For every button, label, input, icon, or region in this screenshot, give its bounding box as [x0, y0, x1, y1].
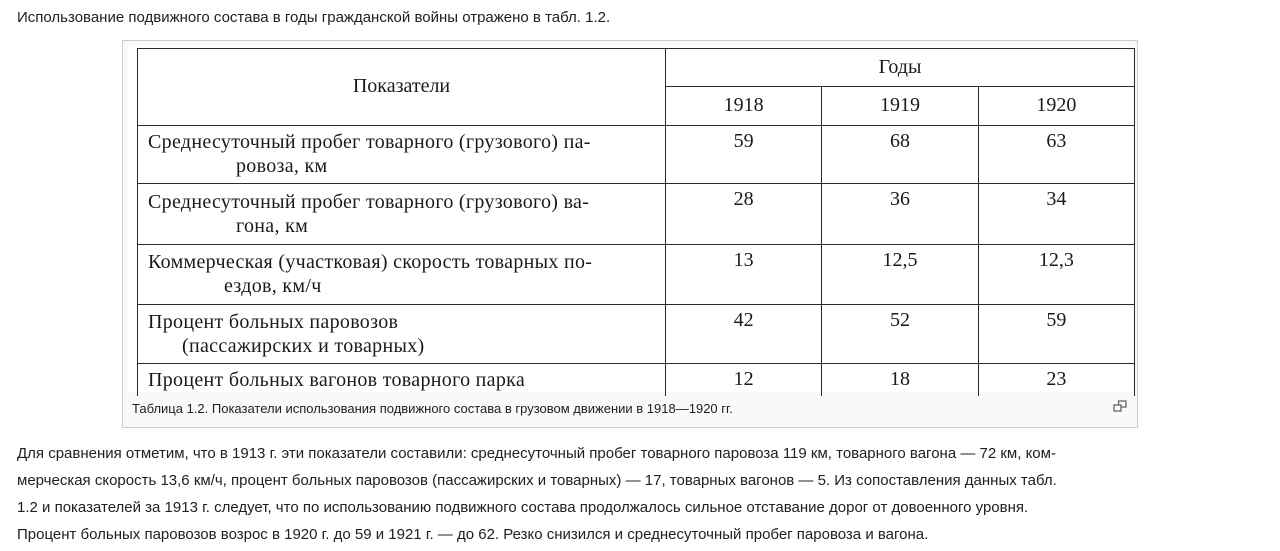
value-1918: 13	[666, 244, 822, 305]
row-label-line: Процент больных паровозов	[148, 310, 399, 333]
row-label-line: Процент больных вагонов товарного парка	[148, 368, 526, 391]
value-1919: 18	[822, 363, 978, 396]
row-label	[138, 184, 666, 245]
value-1918: 12	[666, 363, 822, 396]
paragraph-line: Для сравнения отметим, что в 1913 г. эти показатели составили: среднесуточный пробег товарного паровоза 119 км, товарного вагона — 72 км, ком-	[17, 445, 1056, 462]
header-year-1919: 1919	[822, 87, 978, 125]
paragraph-line: мерческая скорость 13,6 км/ч, процент больных паровозов (пассажирских и товарных) — 17, товарных вагонов — 5. Из сопоставления данных табл.	[17, 472, 1057, 489]
table-image[interactable]	[128, 46, 1132, 392]
value-1919: 12,5	[822, 244, 978, 305]
paragraph-line: Процент больных паровозов возрос в 1920 г. до 59 и 1921 г. — до 62. Резко снизился и среднесуточный пробег паровоза и вагона.	[17, 526, 929, 543]
header-year-1918: 1918	[666, 87, 822, 125]
value-1920: 23	[978, 363, 1134, 396]
value-1918: 42	[666, 305, 822, 364]
row-label-line: Среднесуточный пробег товарного (грузового) ва-	[148, 190, 590, 213]
table-row	[138, 305, 1135, 364]
table-row	[138, 184, 1135, 245]
header-indicators: Показатели	[138, 49, 666, 126]
row-label-line: Коммерческая (участковая) скорость товарных по-	[148, 251, 593, 274]
value-1919: 52	[822, 305, 978, 364]
value-1920: 63	[978, 125, 1134, 184]
row-label	[138, 305, 666, 364]
value-1920: 34	[978, 184, 1134, 245]
value-1918: 59	[666, 125, 822, 184]
paragraph-line: 1.2 и показателей за 1913 г. следует, что по использованию подвижного состава продолжалось сильное отставание дорог от довоенного уровня.	[17, 499, 1029, 516]
row-label-line: ездов, км/ч	[224, 275, 322, 298]
row-label-line: Среднесуточный пробег товарного (грузового) па-	[148, 131, 591, 154]
header-year-1920: 1920	[978, 87, 1134, 125]
magnify-icon[interactable]	[1113, 399, 1127, 411]
comparison-paragraph	[17, 440, 1267, 548]
row-label-line: гона, км	[236, 214, 309, 237]
row-label-line: ровоза, км	[236, 155, 328, 178]
indicators-table	[137, 48, 1135, 396]
row-label	[138, 363, 666, 396]
value-1920: 12,3	[978, 244, 1134, 305]
table-figure	[122, 40, 1138, 428]
table-row	[138, 363, 1135, 396]
intro-text: Использование подвижного состава в годы гражданской войны отражено в табл. 1.2.	[17, 9, 611, 26]
row-label	[138, 125, 666, 184]
table-row	[138, 125, 1135, 184]
header-years: Годы	[666, 49, 1135, 87]
row-label	[138, 244, 666, 305]
table-row	[138, 244, 1135, 305]
value-1918: 28	[666, 184, 822, 245]
value-1919: 68	[822, 125, 978, 184]
value-1919: 36	[822, 184, 978, 245]
value-1920: 59	[978, 305, 1134, 364]
table-caption: Таблица 1.2. Показатели использования подвижного состава в грузовом движении в 1918—1920 гг.	[132, 401, 733, 416]
row-label-line: (пассажирских и товарных)	[182, 334, 425, 357]
